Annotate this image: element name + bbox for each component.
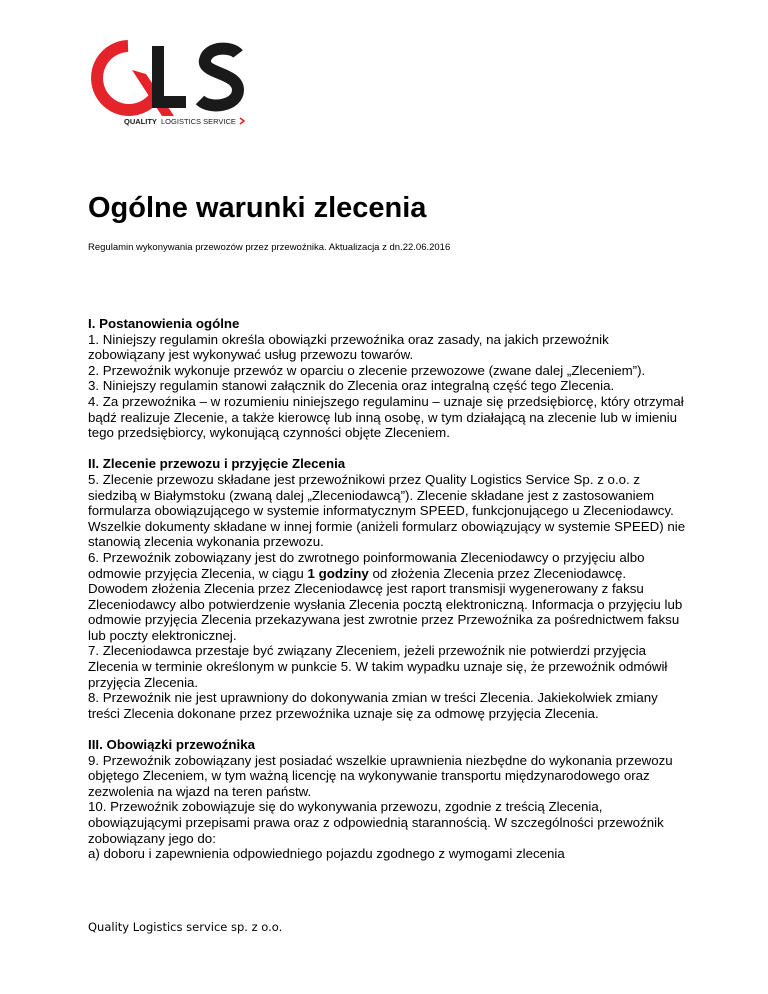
svg-text:QUALITY LOGISTICS SERVIC [124, 117, 236, 126]
document-title: Ogólne warunki zlecenia [88, 192, 427, 224]
section-obowiazki [88, 737, 688, 862]
page-footer: Quality Logistics service sp. z o.o. [88, 920, 283, 934]
paragraph: 3. Niniejszy regulamin stanowi załącznik do Zlecenia oraz integralną część tego Zlecenia. [88, 378, 615, 394]
paragraph: 6. Przewoźnik zobowiązany jest do zwrotnego poinformowania Zleceniodawcy o przyjęciu albo odmowie przyjęcia Zlecenia, w ciągu 1 godziny od złożenia Zlecenia przez Zleceniodawcę. Dowodem złożenia Zlecenia przez Zleceniodawcę jest raport transmisji wygenerowany z faksu Zleceniodawcy albo potwierdzenie wysłania Zlecenia pocztą elektroniczną. Informacja o przyjęciu lub odmowie przyjęcia Zlecenia przekazywana jest zwrotnie przez Przewoźnika za pośrednictwem faksu lub poczty elektronicznej. [88, 549, 683, 643]
emphasis: 1 godziny [307, 565, 369, 581]
paragraph: 8. Przewoźnik nie jest uprawniony do dokonywania zmian w treści Zlecenia. Jakiekolwiek zmiany treści Zlecenia dokonane przez przewoźnika uznaje się za odmowę przyjęcia Zlecenia. [88, 690, 658, 721]
document-body [88, 316, 688, 877]
section-heading: III. Obowiązki przewoźnika [88, 737, 255, 753]
section-postanowienia [88, 316, 688, 441]
qls-logo-icon [88, 40, 258, 130]
section-zlecenie [88, 456, 688, 721]
paragraph: 7. Zleceniodawca przestaje być związany Zleceniem, jeżeli przewoźnik nie potwierdzi przyjęcia Zlecenia w terminie określonym w punkcie 5. W takim wypadku uznaje się, że przewoźnik odmówił przyjęcia Zlecenia. [88, 643, 668, 690]
section-heading: I. Postanowienia ogólne [88, 316, 240, 331]
paragraph: 9. Przewoźnik zobowiązany jest posiadać wszelkie uprawnienia niezbędne do wykonania przewozu objętego Zleceniem, w tym ważną licencję na wykonywanie transportu międzynarodowego oraz zezwolenia na wjazd na teren państw. [88, 752, 673, 799]
paragraph: a) doboru i zapewnienia odpowiedniego pojazdu zgodnego z wymogami zlecenia [88, 846, 565, 862]
paragraph: 10. Przewoźnik zobowiązuje się do wykonywania przewozu, zgodnie z treścią Zlecenia, obowiązującymi przepisami prawa oraz z odpowiednią starannością. W szczególności przewoźnik zobowiązany jego do: [88, 799, 664, 846]
paragraph: 2. Przewoźnik wykonuje przewóz w oparciu o zlecenie przewozowe (zwane dalej „Zleceniem”). [88, 362, 646, 378]
company-logo [88, 40, 258, 130]
paragraph: 5. Zlecenie przewozu składane jest przewoźnikowi przez Quality Logistics Service Sp. z o.o. z siedzibą w Białymstoku (zwaną dalej „Zleceniodawcą”). Zlecenie składane jest z zastosowaniem formularza obowiązującego w systemie informatycznym SPEED, funkcjonującego u Zleceniodawcy. Wszelkie dokumenty składane w innej formie (aniżeli formularz obowiązujący w systemie SPEED) nie stanowią zlecenia wykonania przewozu. [88, 471, 686, 550]
section-heading: II. Zlecenie przewozu i przyjęcie Zlecenia [88, 456, 346, 472]
logo-tagline-bold: QUALITY [124, 117, 157, 126]
paragraph: 1. Niniejszy regulamin określa obowiązki przewoźnika oraz zasady, na jakich przewoźnik zobowiązany jest wykonywać usług przewozu towarów. [88, 331, 609, 363]
logo-tagline-rest: LOGISTICS SERVICE [161, 117, 236, 126]
paragraph: 4. Za przewoźnika – w rozumieniu niniejszego regulaminu – uznaje się przedsiębiorcę, który otrzymał bądź realizuje Zlecenie, a także kierowcę lub inną osobę, w tym działającą na zlecenie lub w imieniu tego przedsiębiorcy, wykonującą czynności objęte Zleceniem. [88, 393, 684, 441]
document-subtitle: Regulamin wykonywania przewozów przez przewoźnika. Aktualizacja z dn.22.06.2016 [88, 242, 451, 253]
